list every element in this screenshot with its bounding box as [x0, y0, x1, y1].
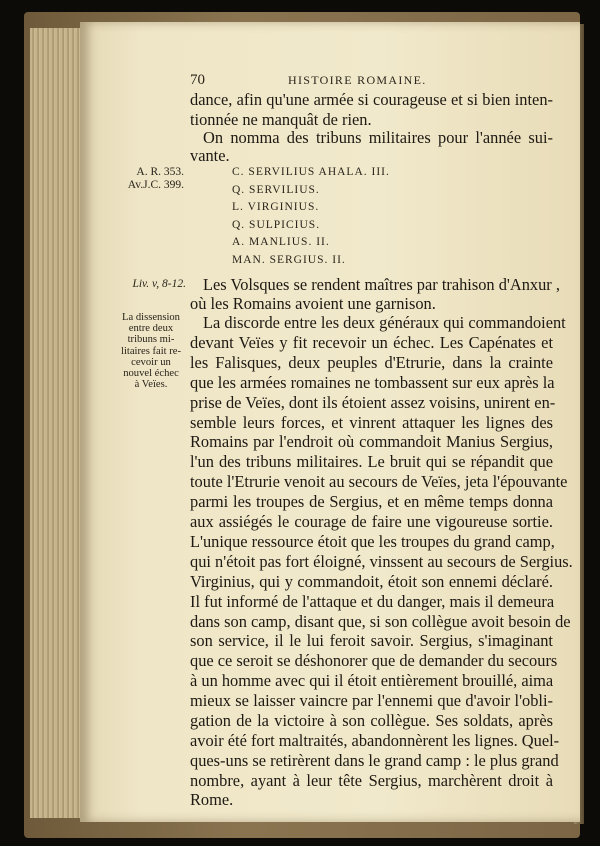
text-line: L'unique ressource étoit que les troupes du grand camp, [190, 532, 555, 551]
text-line: gation de la victoire à son collègue. Ses soldats, après [190, 711, 553, 730]
text-line: prise de Veïes, dont ils étoient assez voisins, unirent en- [190, 393, 556, 412]
text-line: nombre, ayant à leur tête Sergius, marchèrent droit à [190, 771, 553, 790]
text-line: devant Veïes y fit recevoir un échec. Les Capénates et [190, 333, 553, 352]
tribune-name: A. MANLIUS. II. [232, 236, 330, 248]
text-line: toute l'Etrurie venoit au secours de Veïes, jeta l'épouvante [190, 472, 568, 491]
text-line: Virginius, qui y commandoit, étoit son ennemi déclaré. [190, 572, 553, 591]
margin-note-line: La dissension [122, 312, 180, 323]
text-line: ques-uns se retirèrent dans le grand camp : le plus grand [190, 751, 559, 770]
text-line: Les Volsques se rendent maîtres par trahison d'Anxur , [203, 275, 560, 294]
text-line: vante. [190, 146, 230, 165]
margin-note-line: litaires fait re- [121, 345, 181, 357]
page-header [190, 70, 552, 92]
text-line: dans son camp, disant que, si son collègue avoit besoin de [190, 612, 571, 631]
text-line: Romains par l'endroit où commandoit Manius Sergius, [190, 432, 553, 451]
tribune-name: Q. SULPICIUS. [232, 218, 321, 231]
text-line: que les armées romaines ne tombassent sur eux après la [190, 373, 555, 392]
margin-note-line: nouvel échec [123, 368, 179, 380]
tribune-name: L. VIRGINIUS. [232, 201, 320, 213]
tribune-name: C. SERVILIUS AHALA. III. [232, 166, 390, 178]
text-line: qui n'étoit pas fort éloigné, vinssent au secours de Sergius. [190, 552, 573, 571]
tribune-name: MAN. SERGIUS. II. [232, 253, 346, 266]
text-line: parmi les troupes de Sergius, et en même temps donna [190, 492, 553, 511]
text-line: Il fut informé de l'attaque et du danger, mais il demeura [190, 592, 555, 611]
margin-reference: Liv. v, 8-12. [132, 278, 186, 290]
text-line: l'un des tribuns militaires. Le bruit qui se répandit que [190, 452, 553, 471]
margin-note-line: à Veïes. [134, 379, 168, 391]
text-line: tionnée ne manquât de rien. [190, 110, 372, 129]
text-line: où les Romains avoient une garnison. [190, 294, 436, 313]
tribune-name: Q. SERVILIUS. [232, 183, 320, 196]
text-line: que ce seroit se déshonorer que de demander du secours [190, 651, 558, 670]
text-line: Rome. [190, 790, 234, 809]
running-head: HISTOIRE ROMAINE. [288, 73, 427, 87]
margin-note-line: tribuns mi- [127, 334, 175, 346]
text-line: avoir été fort maltraités, abandonnèrent les lignes. Quel- [190, 731, 560, 750]
margin-note-line: cevoir un [131, 356, 171, 368]
margin-note-line: entre deux [128, 323, 174, 335]
page-number: 70 [190, 72, 205, 88]
text-line: semble leurs forces, et vinrent attaquer les lignes des [190, 413, 553, 432]
text-line: La discorde entre les deux généraux qui commandoient [203, 313, 566, 332]
text-line: aux assiégés le courage de faire une vigoureuse sortie. [190, 512, 553, 531]
margin-date-note [108, 166, 184, 192]
tribunes-list [232, 164, 390, 269]
margin-date-line: A. R. 353. [136, 166, 184, 178]
text-line: On nomma des tribuns militaires pour l'année sui- [203, 128, 553, 147]
text-line: son service, il le lui feroit savoir. Sergius, s'imaginant [190, 631, 553, 650]
text-line: mieux se laisser vaincre par l'ennemi que d'avoir l'obli- [190, 691, 553, 710]
text-line: à un homme avec qui il étoit entièrement brouillé, aima [190, 671, 554, 690]
text-line: les Falisques, deux peuples d'Etrurie, dans la crainte [190, 353, 553, 372]
text-line: dance, afin qu'une armée si courageuse et si bien inten- [190, 90, 553, 109]
margin-summary-note [112, 312, 190, 390]
margin-date-line: Av.J.C. 399. [127, 179, 184, 191]
